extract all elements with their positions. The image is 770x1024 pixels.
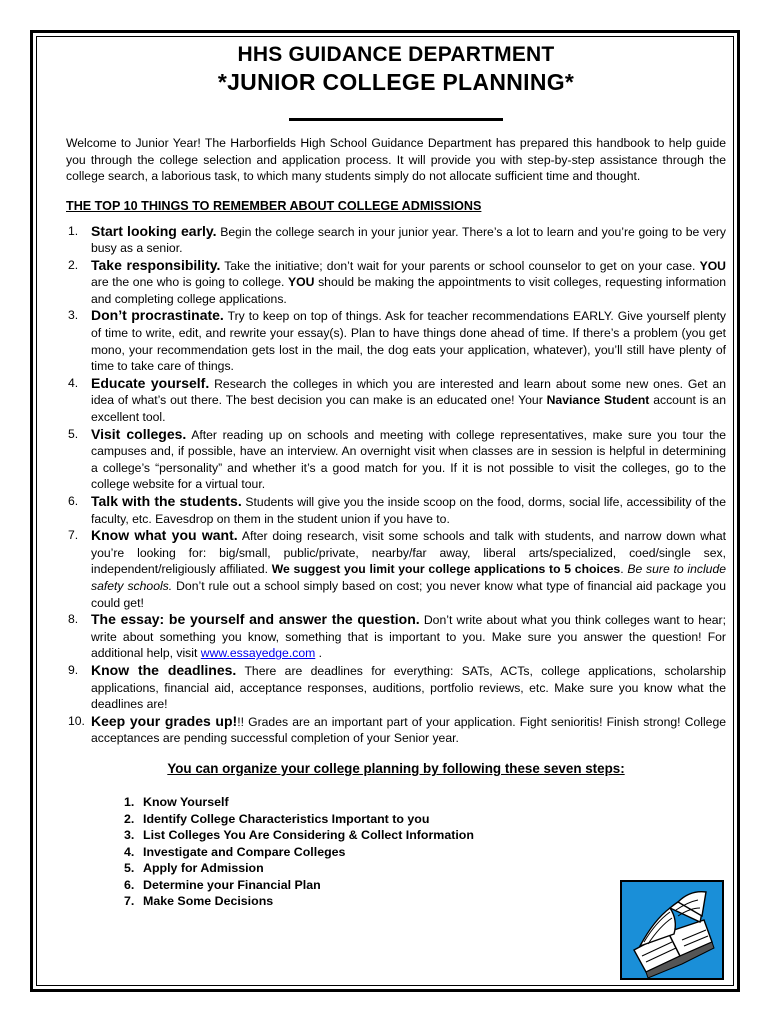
item-lead: Start looking early. bbox=[91, 222, 217, 239]
top10-heading: THE TOP 10 THINGS TO REMEMBER ABOUT COLLEGE ADMISSIONS bbox=[66, 198, 482, 213]
item-number: 7. bbox=[68, 528, 79, 543]
step-label: Know Yourself bbox=[143, 794, 229, 809]
step-number: 3. bbox=[124, 828, 135, 843]
item-text: account is an excellent tool. bbox=[91, 393, 726, 425]
item-text: . bbox=[620, 562, 624, 577]
item-text: After doing research, visit some schools and talk with students, and narrow down what you’re looking for: big/small, public/private, nearby/far away, liberal arts/specialized, coed/single sex, independent/religiously affiliated. bbox=[91, 529, 726, 577]
list-item bbox=[66, 307, 726, 374]
list-item bbox=[66, 493, 726, 527]
item-lead: Know what you want. bbox=[91, 527, 238, 544]
item-text: After reading up on schools and meeting with college representatives, make sure you tour the campuses and, if possible, have an interview. An overnight visit when classes are in session is helpful in determining a college’s “personality” and whether it’s a good match for you. If it is not possible to visit the colleges, go to the college website for a virtual tour. bbox=[91, 427, 727, 492]
list-item bbox=[124, 844, 726, 861]
list-item bbox=[66, 223, 726, 257]
step-number: 1. bbox=[124, 794, 135, 809]
item-emphasis: YOU bbox=[699, 258, 726, 273]
item-number: 8. bbox=[68, 612, 79, 627]
item-lead: Visit colleges. bbox=[91, 425, 187, 442]
item-text: Research the colleges in which you are interested and learn about some new ones. Get an idea of what’s out there. The best decision you can make is an educated one! Your bbox=[91, 376, 726, 408]
item-emphasis: YOU bbox=[288, 275, 315, 290]
book-clipart bbox=[620, 880, 724, 980]
step-number: 7. bbox=[124, 894, 135, 909]
item-number: 10. bbox=[68, 713, 85, 728]
item-lead: Talk with the students. bbox=[91, 493, 242, 509]
item-text: Don’t write about what you think colleges want to hear; write about something you know, something that is important to you. Make sure you answer the question! For additional help, visit bbox=[91, 613, 726, 661]
step-label: Identify College Characteristics Important to you bbox=[143, 811, 430, 826]
item-text: There are deadlines for everything: SATs, ACTs, college applications, scholarship applications, financial aid, acceptance responses, auditions, portfolio reviews, etc. Make sure you know what the deadlines are! bbox=[91, 663, 726, 712]
item-text: are the one who is going to college. bbox=[91, 275, 285, 290]
item-text: Take the initiative; don’t wait for your parents or school counselor to get on your case. bbox=[224, 258, 696, 273]
list-item bbox=[124, 811, 726, 828]
item-emphasis: We suggest you limit your college applications to 5 choices bbox=[271, 562, 621, 577]
page-title: *JUNIOR COLLEGE PLANNING* bbox=[217, 69, 575, 95]
list-item bbox=[66, 426, 726, 493]
handbook-page bbox=[66, 42, 726, 910]
step-number: 5. bbox=[124, 861, 135, 876]
item-number: 1. bbox=[68, 223, 79, 238]
list-item bbox=[66, 257, 726, 308]
item-lead: The essay: be yourself and answer the question. bbox=[91, 611, 420, 628]
step-label: Make Some Decisions bbox=[143, 894, 274, 909]
list-item bbox=[124, 860, 726, 877]
list-item bbox=[66, 611, 726, 662]
step-label: Determine your Financial Plan bbox=[143, 877, 321, 892]
title-underline bbox=[289, 118, 503, 121]
item-italic: Be sure to include safety schools. bbox=[91, 562, 727, 593]
department-title: HHS GUIDANCE DEPARTMENT bbox=[237, 43, 555, 66]
open-book-icon bbox=[620, 880, 724, 980]
step-number: 6. bbox=[124, 877, 135, 892]
item-number: 9. bbox=[68, 662, 79, 677]
list-item bbox=[66, 662, 726, 713]
item-number: 5. bbox=[68, 426, 79, 441]
item-number: 3. bbox=[68, 308, 79, 323]
step-label: Investigate and Compare Colleges bbox=[143, 844, 346, 859]
item-lead: Keep your grades up! bbox=[91, 712, 238, 729]
step-label: List Colleges You Are Considering & Collect Information bbox=[143, 828, 474, 843]
top10-list bbox=[66, 223, 726, 747]
item-number: 2. bbox=[68, 257, 79, 272]
step-number: 4. bbox=[124, 844, 135, 859]
item-lead: Educate yourself. bbox=[91, 374, 210, 391]
item-text: !! Grades are an important part of your application. Fight senioritis! Finish strong! College acceptances are pending successful completion of your Senior year. bbox=[91, 714, 726, 746]
item-number: 6. bbox=[68, 494, 79, 508]
list-item bbox=[66, 527, 726, 611]
step-label: Apply for Admission bbox=[143, 861, 264, 876]
essayedge-link[interactable]: www.essayedge.com bbox=[200, 646, 316, 661]
intro-paragraph: Welcome to Junior Year! The Harborfields High School Guidance Department has prepared this handbook to help guide you through the college selection and application process. It will provide you with step-by-step assistance through the college search, a laborious task, to which many students simply do not allocate sufficient time and thought. bbox=[66, 136, 726, 183]
item-text: . bbox=[318, 646, 323, 661]
item-text: Begin the college search in your junior year. There’s a lot to learn and you’re going to be very busy as a senior. bbox=[91, 224, 727, 256]
item-lead: Don’t procrastinate. bbox=[91, 307, 224, 324]
steps-heading: You can organize your college planning by following these seven steps: bbox=[167, 760, 625, 776]
item-number: 4. bbox=[68, 375, 79, 390]
item-lead: Know the deadlines. bbox=[91, 661, 237, 678]
list-item bbox=[66, 375, 726, 426]
list-item bbox=[124, 827, 726, 844]
list-item bbox=[66, 713, 726, 747]
item-text: Students will give you the inside scoop on the food, dorms, social life, accessibility of the faculty, etc. Eavesdrop on them in the student union if you have to. bbox=[91, 495, 726, 526]
item-emphasis: Naviance Student bbox=[546, 393, 650, 408]
item-text: Don’t rule out a school simply based on cost; you never know what type of financial aid package you could get! bbox=[91, 578, 726, 610]
list-item bbox=[124, 794, 726, 811]
item-text: Try to keep on top of things. Ask for teacher recommendations EARLY. Give yourself plenty of time to write, edit, and rewrite your essay(s). Plan to have things done ahead of time. If there’s a problem (you get mono, your recommendation gets lost in the mail, the dog eats your application, whatever), you’ll still have plenty of time to take care of things. bbox=[91, 309, 726, 374]
step-number: 2. bbox=[124, 811, 135, 826]
item-lead: Take responsibility. bbox=[91, 256, 221, 273]
item-text: should be making the appointments to visit colleges, requesting information and completing college applications. bbox=[91, 275, 727, 306]
